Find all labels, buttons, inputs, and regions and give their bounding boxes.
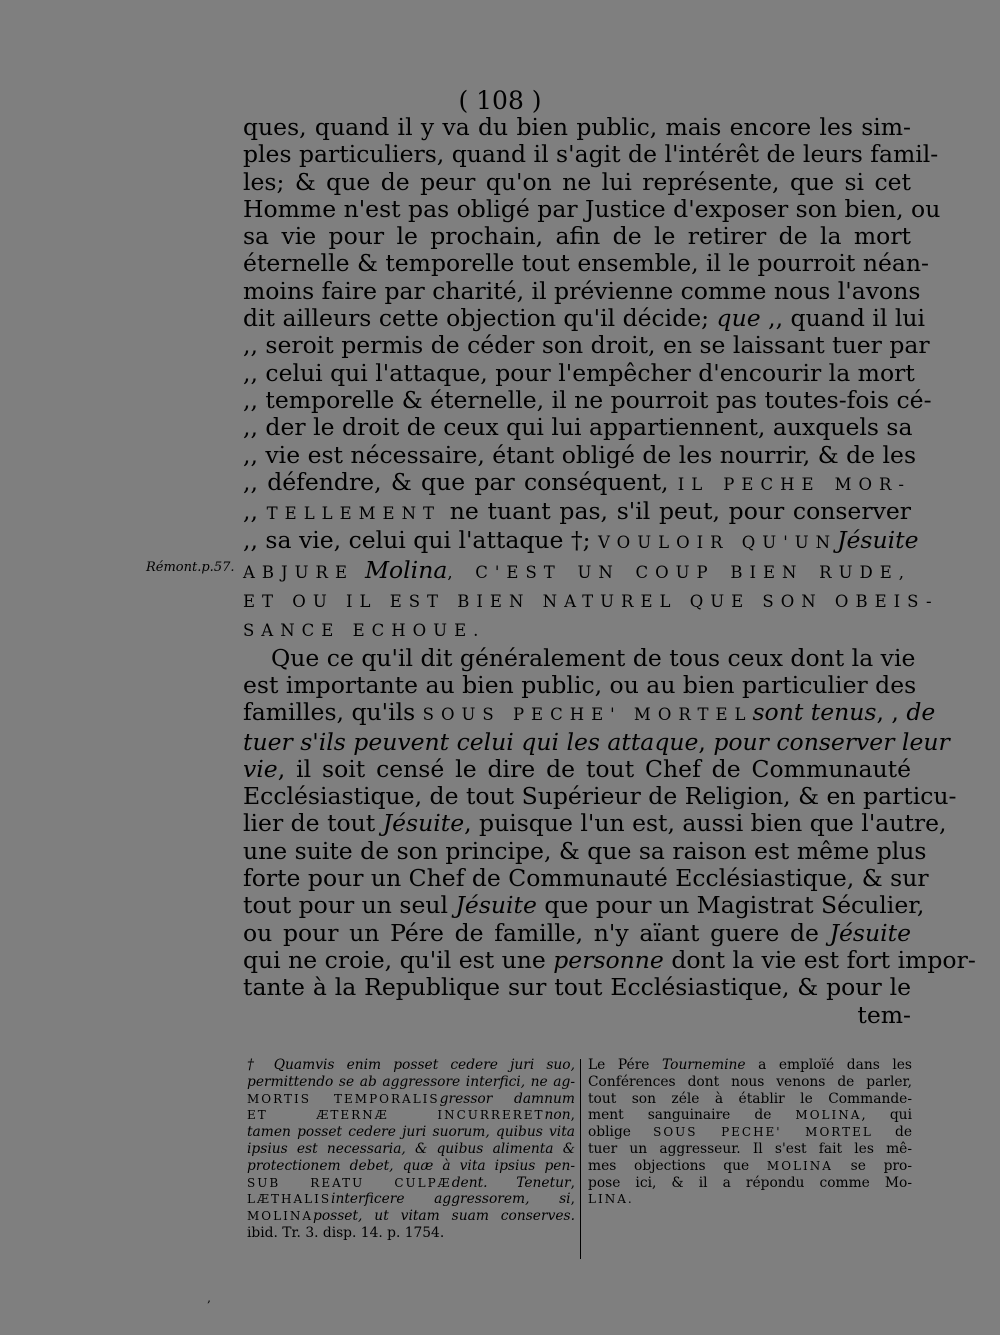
small-caps-span: MOLINA bbox=[795, 1108, 862, 1123]
text-line bbox=[243, 249, 929, 278]
text-line bbox=[588, 1191, 912, 1208]
column-rule bbox=[580, 1059, 581, 1259]
text-span: , bbox=[570, 1174, 575, 1191]
text-line bbox=[243, 809, 947, 838]
text-line bbox=[243, 114, 911, 141]
text-line bbox=[243, 891, 925, 920]
text-span: , puisque l'un est, aussi bien que l'autre, bbox=[464, 809, 947, 838]
text-span: , il soit censé le dire de tout Chef de Communauté bbox=[277, 754, 911, 783]
text-line bbox=[588, 1057, 912, 1074]
text-span: , bbox=[570, 1107, 575, 1124]
italic-span: de bbox=[906, 698, 936, 727]
text-line bbox=[243, 194, 941, 223]
text-line bbox=[588, 1141, 912, 1158]
page-number: ( 108 ) bbox=[458, 86, 542, 115]
italic-span: permittendo se ab aggressore interfici, ne ag- bbox=[247, 1073, 575, 1090]
italic-span: Tournemine bbox=[662, 1057, 746, 1073]
text-line bbox=[243, 643, 916, 672]
text-span: est importante au bien public, ou au bien particulier des bbox=[243, 670, 917, 699]
text-line bbox=[243, 304, 926, 333]
text-span: ,, bbox=[243, 497, 267, 526]
text-span: tante à la Republique sur tout Ecclésiastique, & pour le bbox=[243, 973, 911, 1002]
text-span: tout pour un seul bbox=[243, 891, 456, 920]
italic-span: † Quamvis enim posset cedere juri suo, bbox=[247, 1057, 575, 1073]
main-text bbox=[243, 113, 976, 1029]
text-line bbox=[588, 1074, 912, 1091]
text-line bbox=[588, 1175, 912, 1192]
text-span: moins faire par charité, il prévienne comme nous l'avons bbox=[243, 276, 921, 305]
text-line bbox=[243, 276, 921, 305]
italic-span: non bbox=[544, 1107, 571, 1124]
text-line bbox=[588, 1158, 912, 1175]
text-span: ,, seroit permis de céder son droit, en se laissant tuer par bbox=[243, 331, 930, 360]
text-line bbox=[243, 698, 936, 728]
text-line bbox=[588, 1107, 912, 1124]
text-line bbox=[243, 586, 939, 615]
small-caps-span: MOLINA bbox=[766, 1158, 833, 1173]
text-span: oblige bbox=[588, 1124, 654, 1141]
footnote-right bbox=[588, 1057, 912, 1208]
text-span: que pour un Magistrat Séculier, bbox=[536, 891, 925, 920]
italic-span: gressor damnum bbox=[439, 1090, 575, 1107]
small-caps-span: MOLINA bbox=[247, 1209, 313, 1224]
margin-note: Rémont.p.57. bbox=[146, 560, 235, 575]
text-line bbox=[243, 469, 911, 498]
text-line bbox=[243, 670, 917, 699]
italic-span: que bbox=[716, 304, 761, 333]
text-line bbox=[243, 836, 927, 865]
text-span: se pro- bbox=[832, 1157, 913, 1174]
text-line bbox=[243, 727, 950, 756]
italic-span: pour conserver leur bbox=[713, 727, 950, 756]
italic-span: protectionem debet, quæ à vita ipsius pen- bbox=[247, 1157, 575, 1174]
text-span: ,, celui qui l'attaque, pour l'empêcher d'encourir la mort bbox=[243, 358, 915, 387]
text-span: , bbox=[570, 1191, 575, 1208]
text-span: Le Pére bbox=[588, 1057, 663, 1073]
text-line bbox=[243, 945, 976, 974]
text-span: ques, quand il y va du bien public, mais encore les sim- bbox=[243, 113, 911, 141]
small-caps-span: SUB REATU CULPÆ bbox=[247, 1175, 452, 1190]
italic-span: dent. Tenetur bbox=[451, 1174, 571, 1191]
small-caps-span: SOUS PECHE' MORTEL bbox=[653, 1125, 873, 1140]
text-span: ples particuliers, quand il s'agit de l'intérêt de leurs famil- bbox=[243, 140, 939, 169]
text-span bbox=[354, 556, 365, 584]
text-line bbox=[247, 1074, 575, 1091]
text-span: tem- bbox=[857, 1000, 911, 1029]
text-span: mes objections que bbox=[588, 1157, 767, 1174]
text-line bbox=[588, 1124, 912, 1141]
text-span: Conférences dont nous venons de parler, bbox=[588, 1073, 912, 1090]
text-line bbox=[247, 1107, 575, 1124]
italic-span: Jésuite bbox=[829, 918, 911, 947]
small-caps-span: MORTIS TEMPORALIS bbox=[247, 1091, 440, 1106]
italic-span: posset, ut vitam suam conserves. bbox=[313, 1208, 575, 1225]
text-line bbox=[243, 756, 911, 783]
text-line bbox=[243, 358, 915, 387]
text-line bbox=[247, 1225, 575, 1242]
text-line bbox=[243, 1002, 911, 1029]
small-caps-span: VOULOIR QU'UN bbox=[598, 533, 838, 553]
text-span: ne tuant pas, s'il peut, pour conserver bbox=[441, 497, 911, 526]
text-span: forte pour un Chef de Communauté Ecclésiastique, & sur bbox=[243, 864, 929, 893]
text-span: ,, défendre, & que par conséquent, bbox=[243, 467, 678, 496]
small-caps-span: IL PECHE MOR- bbox=[677, 474, 911, 494]
text-span: , bbox=[876, 698, 892, 727]
italic-span: interficere aggressorem, si bbox=[331, 1191, 571, 1208]
italic-span: Jésuite bbox=[837, 526, 919, 555]
text-span: Que ce qu'il dit généralement de tous ceux dont la vie bbox=[271, 643, 916, 672]
text-span: ibid. Tr. 3. disp. 14. p. 1754. bbox=[247, 1224, 445, 1241]
text-span: qui ne croie, qu'il est une bbox=[243, 945, 554, 974]
stray-mark: ‚ bbox=[207, 1291, 211, 1305]
text-span: lier de tout bbox=[243, 809, 383, 838]
text-span: , bbox=[698, 727, 714, 756]
text-line bbox=[243, 440, 917, 469]
text-line bbox=[243, 920, 911, 947]
text-line bbox=[243, 615, 911, 644]
text-span: a emploïé dans les bbox=[745, 1057, 913, 1073]
text-line bbox=[247, 1158, 575, 1175]
text-span: Ecclésiastique, de tout Supérieur de Religion, & en particu- bbox=[243, 782, 957, 811]
small-caps-span: LINA. bbox=[588, 1192, 634, 1207]
small-caps-span: , C'EST UN COUP BIEN RUDE, bbox=[447, 562, 911, 582]
text-span: , qui bbox=[861, 1107, 912, 1124]
text-span: les; & que de peur qu'on ne lui représente, que si cet bbox=[243, 167, 911, 196]
italic-span: vie bbox=[243, 754, 278, 783]
text-span: ,, der le droit de ceux qui lui appartiennent, auxquels sa bbox=[243, 413, 913, 442]
italic-span: tamen posset cedere juri suorum, quibus vita bbox=[247, 1124, 575, 1141]
text-span: dont la vie est fort impor- bbox=[663, 945, 976, 974]
text-span: pose ici, & il a répondu comme Mo- bbox=[588, 1174, 912, 1191]
text-span: éternelle & temporelle tout ensemble, il le pourroit néan- bbox=[243, 249, 929, 278]
italic-span: Jésuite bbox=[455, 891, 537, 920]
text-line bbox=[247, 1208, 575, 1225]
text-line bbox=[243, 385, 932, 414]
text-line bbox=[247, 1057, 575, 1074]
text-line bbox=[243, 498, 911, 527]
small-caps-span: SANCE ECHOUE. bbox=[243, 621, 486, 641]
text-span: ment sanguinaire de bbox=[588, 1107, 796, 1124]
text-line bbox=[247, 1191, 575, 1208]
text-span: tout son zéle à établir le Commande- bbox=[588, 1090, 912, 1107]
text-span: une suite de son principe, & que sa raison est même plus bbox=[243, 836, 927, 865]
text-span: Homme n'est pas obligé par Justice d'exposer son bien, ou bbox=[243, 194, 941, 223]
text-span: , bbox=[891, 698, 907, 727]
small-caps-span: TELLEMENT bbox=[266, 504, 442, 524]
text-line bbox=[243, 526, 919, 556]
italic-span: sont tenus bbox=[752, 698, 877, 727]
italic-span: personne bbox=[553, 945, 664, 974]
text-line bbox=[243, 331, 930, 360]
text-line bbox=[243, 974, 911, 1001]
text-line bbox=[243, 169, 911, 196]
footnote-left bbox=[247, 1057, 575, 1242]
small-caps-span: ABJURE bbox=[243, 562, 355, 582]
text-span: sa vie pour le prochain, afin de le retirer de la mort bbox=[243, 222, 911, 251]
small-caps-span: LÆTHALIS bbox=[247, 1192, 332, 1207]
text-line bbox=[243, 864, 929, 893]
text-line bbox=[588, 1091, 912, 1108]
text-line bbox=[247, 1091, 575, 1108]
text-span: ou pour un Pére de famille, n'y aïant guere de bbox=[243, 918, 830, 947]
text-span: dit ailleurs cette objection qu'il décide; bbox=[243, 304, 717, 333]
text-span: familles, qu'ils bbox=[243, 698, 423, 727]
text-span: ,, sa vie, celui qui l'attaque †; bbox=[243, 526, 599, 555]
text-span: tuer un aggresseur. Il s'est fait les mê- bbox=[588, 1140, 912, 1157]
small-caps-span: ET OU IL EST BIEN NATUREL QUE SON OBEIS- bbox=[243, 592, 939, 612]
italic-span: Molina bbox=[364, 555, 448, 584]
text-span: ,, temporelle & éternelle, il ne pourroit pas toutes-fois cé- bbox=[243, 385, 932, 414]
text-span: ,, vie est nécessaire, étant obligé de les nourrir, & de les bbox=[243, 440, 917, 469]
text-span: ,, quand il lui bbox=[760, 304, 926, 333]
italic-span: ipsius est necessaria, & quibus alimenta & bbox=[247, 1140, 575, 1157]
text-line bbox=[243, 557, 911, 586]
text-line bbox=[243, 140, 939, 169]
italic-span: tuer s'ils peuvent celui qui les attaque bbox=[243, 727, 699, 756]
text-line bbox=[247, 1124, 575, 1141]
text-line bbox=[247, 1175, 575, 1192]
text-line bbox=[243, 782, 957, 811]
italic-span: Jésuite bbox=[382, 809, 465, 838]
text-line bbox=[243, 414, 911, 441]
small-caps-span: SOUS PECHE' MORTEL bbox=[422, 705, 753, 725]
small-caps-span: ET ÆTERNÆ INCURRERET bbox=[247, 1108, 545, 1123]
text-line bbox=[247, 1141, 575, 1158]
text-span: de bbox=[872, 1124, 912, 1141]
text-line bbox=[243, 223, 911, 250]
